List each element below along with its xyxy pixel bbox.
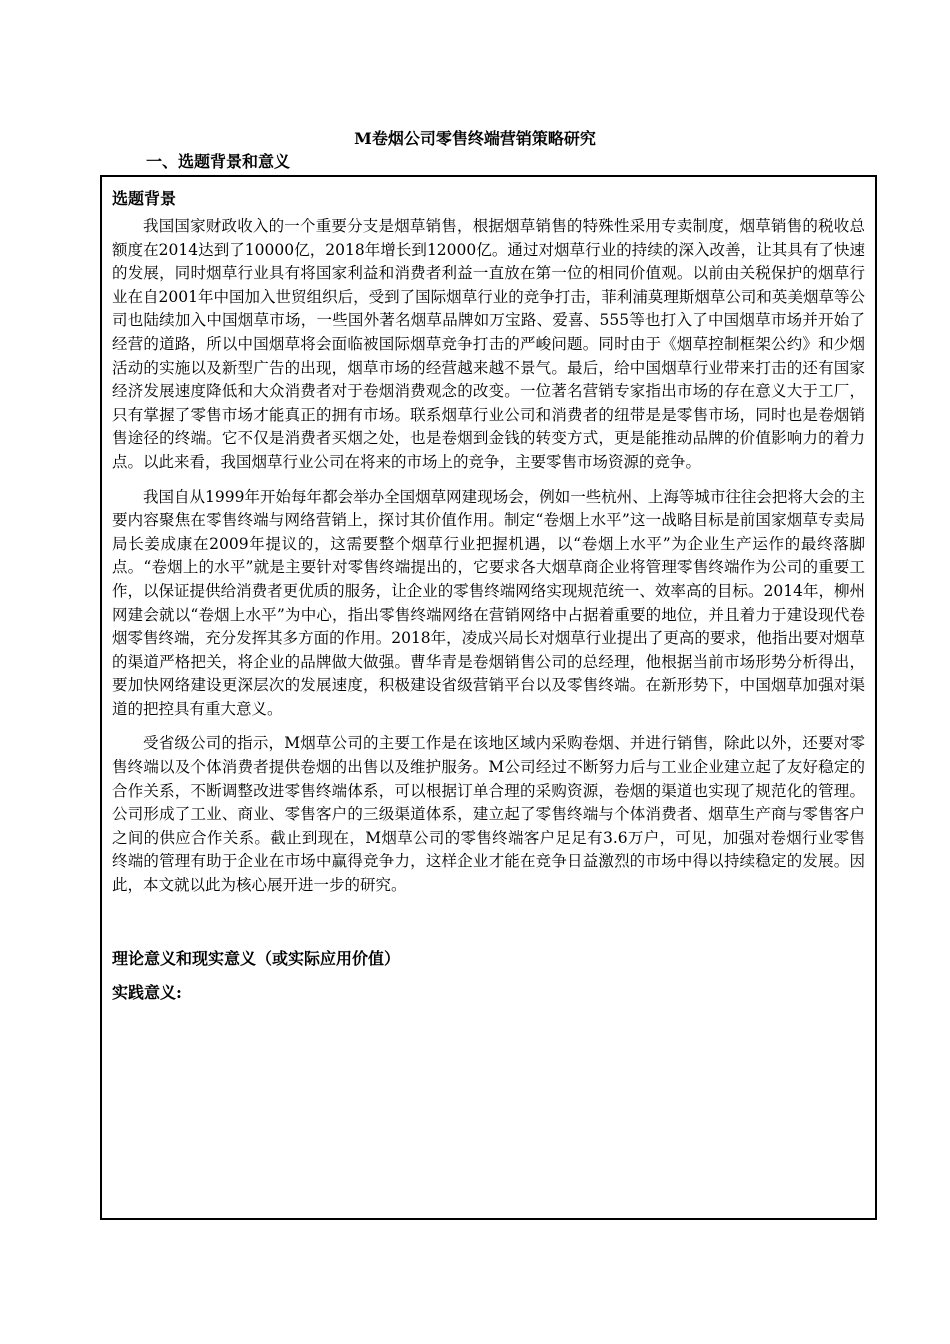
background-paragraph-2: 我国自从1999年开始每年都会举办全国烟草网建现场会，例如一些杭州、上海等城市往往会把将大会的主要内容聚焦在零售终端与网络营销上，探讨其价值作用。制定“卷烟上水平”这一战略目标是前国家烟草专卖局局长姜成康在2009年提议的，这需要整个烟草行业把握机遇，以“卷烟上水平”为企业生产运作的最终落脚点。“卷烟上的水平”就是主要针对零售终端提出的，它要求各大烟草商企业将管理零售终端作为公司的重要工作，以保证提供给消费者更优质的服务，让企业的零售终端网络实现规范统一、效率高的目标。2014年，柳州网建会就以“卷烟上水平”为中心，指出零售终端网络在营销网络中占据着重要的地位，并且着力于建设现代卷烟零售终端，充分发挥其多方面的作用。2018年，凌成兴局长对烟草行业提出了更高的要求，他指出要对烟草的渠道严格把关，将企业的品牌做大做强。曹华青是卷烟销售公司的总经理，他根据当前市场形势分析得出，要加快网络建设更深层次的发展速度，积极建设省级营销平台以及零售终端。在新形势下，中国烟草加强对渠道的把控具有重大意义。 (112, 487, 865, 718)
practice-heading: 实践意义: (112, 982, 182, 1002)
background-heading: 选题背景 (112, 189, 177, 208)
blank-spacer (112, 909, 865, 947)
content-box (100, 175, 877, 1220)
document-title: M卷烟公司零售终端营销策略研究 (354, 129, 596, 148)
section-heading: 一、选题背景和意义 (146, 152, 291, 171)
significance-heading: 理论意义和现实意义（或实际应用价值） (112, 948, 401, 968)
background-paragraph-3: 受省级公司的指示，M烟草公司的主要工作是在该地区域内采购卷烟、并进行销售，除此以外，还要对零售终端以及个体消费者提供卷烟的出售以及维护服务。M公司经过不断努力后与工业企业建立起了友好稳定的合作关系，不断调整改进零售终端体系，可以根据订单合理的采购资源，卷烟的渠道也实现了规范化的管理。公司形成了工业、商业、零售客户的三级渠道体系，建立起了零售终端与个体消费者、烟草生产商与零售客户之间的供应合作关系。截止到现在，M烟草公司的零售终端客户足足有3.6万户，可见，加强对卷烟行业零售终端的管理有助于企业在市场中赢得竞争力，这样企业才能在竞争日益激烈的市场中得以持续稳定的发展。因此，本文就以此为核心展开进一步的研究。 (112, 734, 865, 895)
background-paragraph-1: 我国国家财政收入的一个重要分支是烟草销售，根据烟草销售的特殊性采用专卖制度，烟草销售的税收总额度在2014达到了10000亿，2018年增长到12000亿。通过对烟草行业的持续的深入改善，让其具有了快速的发展，同时烟草行业具有将国家利益和消费者利益一直放在第一位的相同价值观。以前由关税保护的烟草行业在自2001年中国加入世贸组织后，受到了国际烟草行业的竞争打击，菲利浦莫理斯烟草公司和英美烟草等公司也陆续加入中国烟草市场，一些国外著名烟草品牌如万宝路、爱喜、555等也打入了中国烟草市场并开始了经营的道路，所以中国烟草将会面临被国际烟草竞争打击的严峻问题。同时由于《烟草控制框架公约》和少烟活动的实施以及新型广告的出现，烟草市场的经营越来越不景气。最后，给中国烟草行业带来打击的还有国家经济发展速度降低和大众消费者对于卷烟消费观念的改变。一位著名营销专家指出市场的存在意义大于工厂，只有掌握了零售市场才能真正的拥有市场。联系烟草行业公司和消费者的纽带是是零售市场，同时也是卷烟销售途径的终端。它不仅是消费者买烟之处，也是卷烟到金钱的转变方式，更是能推动品牌的价值影响力的着力点。以此来看，我国烟草行业公司在将来的市场上的竞争，主要零售市场资源的竞争。 (112, 217, 865, 471)
